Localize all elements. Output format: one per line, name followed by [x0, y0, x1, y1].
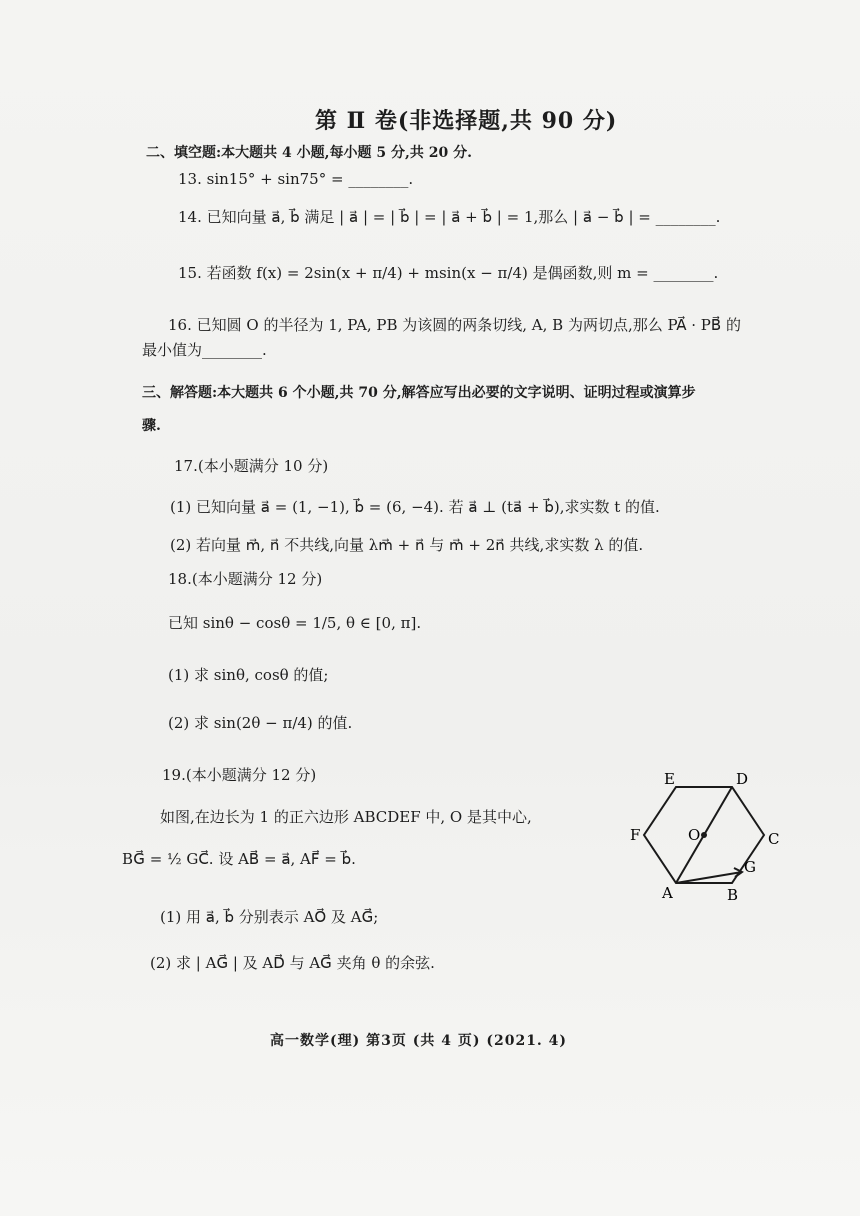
question-19-line2: BG⃗ = ½ GC⃗. 设 AB⃗ = a⃗, AF⃗ = b⃗. [122, 850, 356, 868]
page-footer: 高一数学(理) 第3页 (共 4 页) (2021. 4) [270, 1033, 568, 1049]
question-17-title: 17.(本小题满分 10 分) [174, 457, 329, 475]
label-g: G [744, 858, 756, 876]
center-o-point [701, 832, 707, 838]
hexagon-figure [620, 768, 800, 908]
section2-heading: 二、填空题:本大题共 4 小题,每小题 5 分,共 20 分. [146, 145, 472, 161]
question-18-title: 18.(本小题满分 12 分) [168, 570, 323, 588]
question-19-part1: (1) 用 a⃗, b⃗ 分别表示 AO⃗ 及 AG⃗; [160, 908, 379, 926]
question-18-part1: (1) 求 sinθ, cosθ 的值; [168, 666, 329, 684]
section3-heading-line1: 三、解答题:本大题共 6 个小题,共 70 分,解答应写出必要的文字说明、证明过程或演算步 [142, 385, 696, 401]
label-c: C [768, 830, 780, 848]
label-a: A [662, 884, 673, 902]
question-18-part2: (2) 求 sin(2θ − π/4) 的值. [168, 714, 353, 732]
label-e: E [664, 770, 675, 788]
question-17-part1: (1) 已知向量 a⃗ = (1, −1), b⃗ = (6, −4). 若 a⃗ ⊥ (ta⃗ + b⃗),求实数 t 的值. [170, 498, 660, 516]
label-d: D [736, 770, 749, 788]
section3-heading-line2: 骤. [142, 418, 161, 434]
question-18-given: 已知 sinθ − cosθ = 1/5, θ ∈ [0, π]. [168, 614, 422, 632]
question-16-line2: 最小值为________. [142, 341, 267, 359]
label-b: B [727, 886, 739, 904]
label-o: O [688, 826, 701, 844]
question-19-line1: 如图,在边长为 1 的正六边形 ABCDEF 中, O 是其中心, [160, 808, 532, 826]
question-15: 15. 若函数 f(x) = 2sin(x + π/4) + msin(x − π/4) 是偶函数,则 m = ________. [178, 264, 719, 282]
question-14: 14. 已知向量 a⃗, b⃗ 满足 | a⃗ | = | b⃗ | = | a⃗ + b⃗ | = 1,那么 | a⃗ − b⃗ | = ________. [178, 208, 721, 226]
question-17-part2: (2) 若向量 m⃗, n⃗ 不共线,向量 λm⃗ + n⃗ 与 m⃗ + 2n⃗ 共线,求实数 λ 的值. [170, 536, 644, 554]
question-19-part2: (2) 求 | AG⃗ | 及 AD⃗ 与 AG⃗ 夹角 θ 的余弦. [150, 954, 435, 972]
question-16-line1: 16. 已知圆 O 的半径为 1, PA, PB 为该圆的两条切线, A, B 为两切点,那么 PA⃗ · PB⃗ 的 [168, 316, 741, 334]
question-13: 13. sin15° + sin75° = ________. [178, 170, 414, 188]
label-f: F [630, 826, 641, 844]
question-19-title: 19.(本小题满分 12 分) [162, 766, 317, 784]
page-title: 第 Ⅱ 卷(非选择题,共 90 分) [315, 108, 618, 134]
